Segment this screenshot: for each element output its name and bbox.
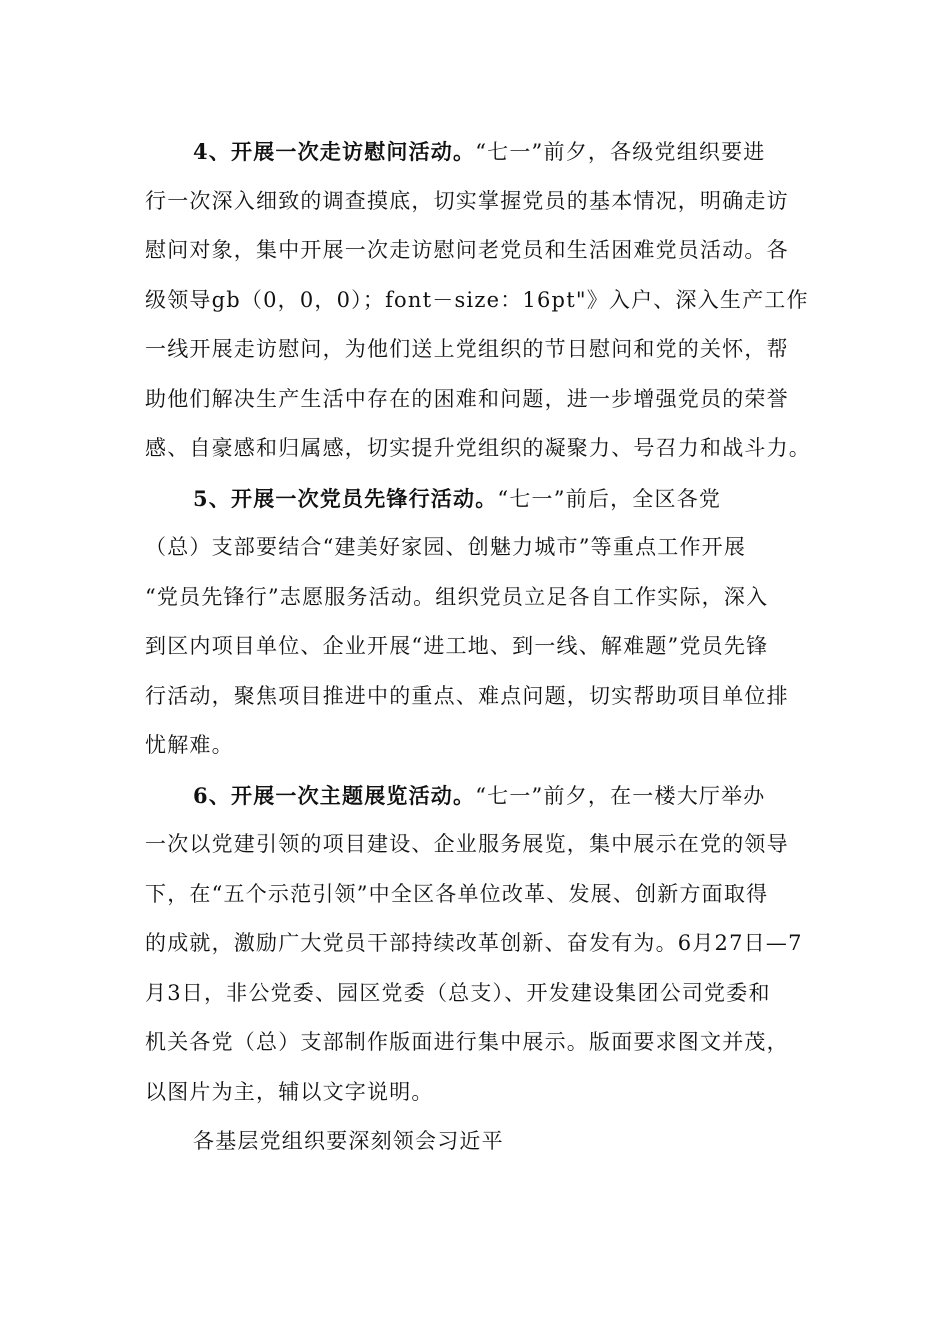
section-4-heading: 4、开展一次走访慰问活动。	[193, 139, 476, 164]
section-6-line-3: 的成就，激励广大党员干部持续改革创新、奋发有为。6月27日—7	[145, 931, 803, 955]
section-4-line-0: “七一”前夕，各级党组织要进	[475, 140, 766, 164]
section-5-line-1: （总）支部要结合“建美好家园、创魅力城市”等重点工作开展	[145, 535, 747, 559]
section-4-first-line	[145, 127, 815, 177]
section-4-line-2: 慰问对象，集中开展一次走访慰问老党员和生活困难党员活动。各	[145, 238, 789, 262]
section-4-line-6: 感、自豪感和归属感，切实提升党组织的凝聚力、号召力和战斗力。	[145, 436, 811, 460]
section-6-line-4: 月3日，非公党委、园区党委（总支）、开发建设集团公司党委和	[145, 980, 771, 1005]
section-6-line-0: “七一”前夕，在一楼大厅举办	[475, 783, 766, 808]
section-5-line-0: “七一”前后，全区各党	[497, 486, 722, 511]
section-6-line-2: 下，在“五个示范引领”中全区各单位改革、发展、创新方面取得	[145, 881, 769, 906]
document-body	[145, 127, 815, 1167]
closing-line: 各基层党组织要深刻领会习近平	[193, 1129, 504, 1153]
section-5-line-3: 到区内项目单位、企业开展“进工地、到一线、解难题”党员先锋	[145, 634, 769, 658]
section-5-line-4: 行活动，聚焦项目推进中的重点、难点问题，切实帮助项目单位排	[145, 683, 789, 708]
section-5-line-5: 忧解难。	[145, 733, 234, 757]
section-6-first-line	[145, 771, 815, 821]
section-6-line-5: 机关各党（总）支部制作版面进行集中展示。版面要求图文并茂，	[145, 1030, 789, 1054]
section-4-line-5: 助他们解决生产生活中存在的困难和问题，进一步增强党员的荣誉	[145, 386, 789, 411]
section-5-heading: 5、开展一次党员先锋行活动。	[193, 485, 498, 511]
section-5-first-line	[145, 474, 815, 524]
section-4-line-1: 行一次深入细致的调查摸底，切实掌握党员的基本情况，明确走访	[145, 188, 789, 213]
section-6-line-6: 以图片为主，辅以文字说明。	[145, 1079, 434, 1104]
section-4-line-3: 级领导gb（0，0，0）；font－size：16pt"》入户、深入生产工作	[145, 287, 809, 312]
section-6-heading: 6、开展一次主题展览活动。	[193, 782, 476, 808]
section-4-line-4: 一线开展走访慰问，为他们送上党组织的节日慰问和党的关怀，帮	[145, 337, 789, 361]
section-6-line-1: 一次以党建引领的项目建设、企业服务展览，集中展示在党的领导	[145, 832, 789, 856]
section-5-line-2: “党员先锋行”志愿服务活动。组织党员立足各自工作实际，深入	[145, 584, 769, 609]
